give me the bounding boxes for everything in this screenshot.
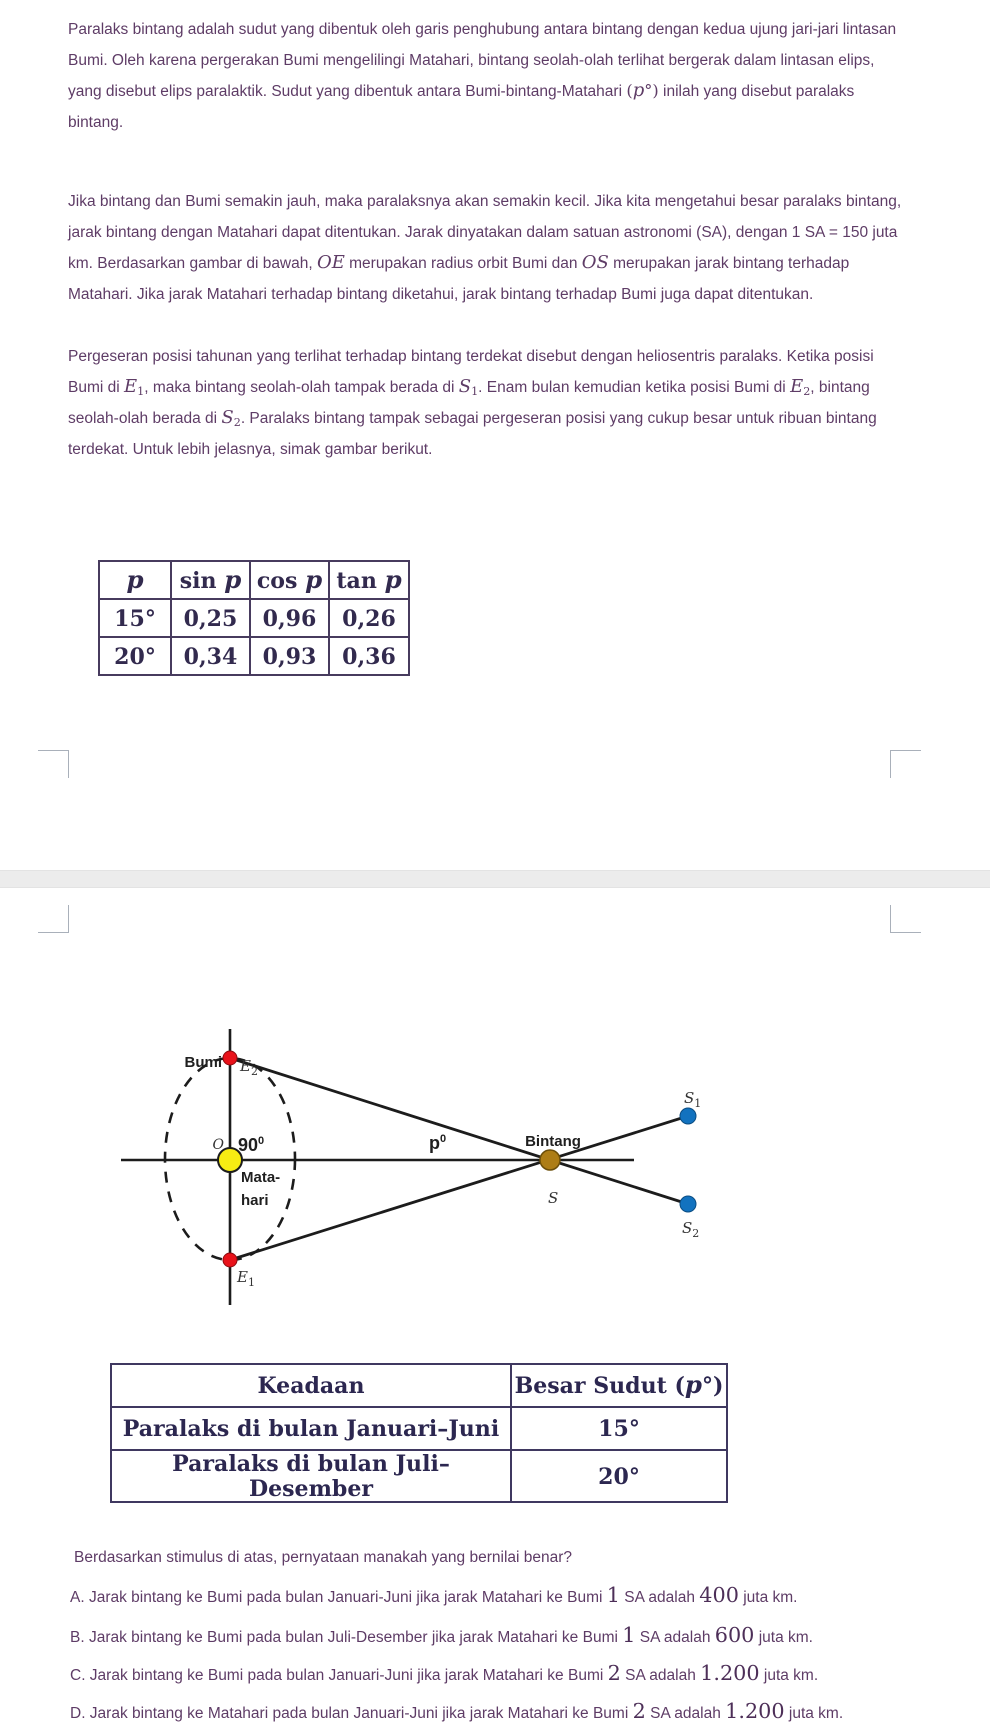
table-header-row <box>111 1364 727 1407</box>
header-sin-p: sin p <box>171 561 250 599</box>
earth-e1-dot <box>223 1253 237 1267</box>
table-row <box>111 1407 727 1450</box>
cell-cos: 0,93 <box>250 637 329 675</box>
page1-bottom-right-corner-mark <box>890 750 921 778</box>
apparent-star-s2-dot <box>680 1196 696 1212</box>
question-text: Berdasarkan stimulus di atas, pernyataan manakah yang bernilai benar? <box>74 1549 573 1566</box>
table-row <box>99 637 409 675</box>
cell-tan: 0,36 <box>329 637 409 675</box>
s2-label: S <box>682 1219 693 1237</box>
parallax-diagram <box>100 1015 720 1315</box>
trig-values-table <box>98 560 410 676</box>
svg-text:E1: $E_1$ <box>237 1268 255 1289</box>
cell-tan: 0,26 <box>329 599 409 637</box>
e2-label: E <box>240 1057 251 1075</box>
apparent-star-s1-dot <box>680 1108 696 1124</box>
option-b: B. Jarak bintang ke Bumi pada bulan Juli-Desember jika jarak Matahari ke Bumi 1 SA adalah 600 juta km. <box>70 1623 813 1647</box>
page-separator-band <box>0 870 990 888</box>
cell-sin: 0,25 <box>171 599 250 637</box>
svg-text:S1: $S_1$ <box>684 1089 702 1110</box>
cell-sin: 0,34 <box>171 637 250 675</box>
origin-label: O <box>212 1137 224 1153</box>
header-cos-p: cos p <box>250 561 329 599</box>
option-a: A. Jarak bintang ke Bumi pada bulan Januari-Juni jika jarak Matahari ke Bumi 1 SA adalah 400 juta km. <box>70 1583 798 1607</box>
cell-angle: 15° <box>511 1407 727 1450</box>
sightline-e2-to-s2 <box>230 1058 688 1204</box>
header-condition: Keadaan <box>111 1364 511 1407</box>
svg-text:900: $90^0$ <box>238 1135 265 1155</box>
sightline-e1-to-s1 <box>230 1116 688 1260</box>
parallax-state-table <box>110 1363 728 1503</box>
cell-condition: Paralaks di bulan Juli–Desember <box>111 1450 511 1502</box>
table-row <box>99 599 409 637</box>
cell-angle: 15° <box>99 599 171 637</box>
header-p: p <box>99 561 171 599</box>
header-tan-p: tan p <box>329 561 409 599</box>
table-header-row <box>99 561 409 599</box>
paragraph-parallax-definition: Paralaks bintang adalah sudut yang dibentuk oleh garis penghubung antara bintang dengan kedua ujung jari-jari lintasan Bumi. Oleh karena pergerakan Bumi mengelilingi Matahari, bintang seolah-olah terlihat bergerak dalam lintasan elips, yang disebut elips paralaktik. Sudut yang dibentuk antara Bumi-bintang-Matahari (p°) inilah yang disebut paralaks bintang. <box>68 21 897 131</box>
table-row <box>111 1450 727 1502</box>
parallax-angle-label: p <box>429 1133 440 1153</box>
page1-bottom-left-corner-mark <box>38 750 69 778</box>
paragraph-distance-units: Jika bintang dan Bumi semakin jauh, maka paralaksnya akan semakin kecil. Jika kita mengetahui besar paralaks bintang, jarak bintang dengan Matahari dapat ditentukan. Jarak dinyatakan dalam satuan astronomi (SA), dengan 1 SA = 150 juta km. Berdasarkan gambar di bawah, OE merupakan radius orbit Bumi dan OS merupakan jarak bintang terhadap Matahari. Jika jarak Matahari terhadap bintang diketahui, jarak bintang terhadap Bumi juga dapat ditentukan. <box>68 193 902 303</box>
right-angle-label: 90 <box>238 1135 259 1155</box>
cell-cos: 0,96 <box>250 599 329 637</box>
header-angle: Besar Sudut (p°) <box>511 1364 727 1407</box>
svg-text:E2: $E_2$ <box>240 1057 258 1078</box>
page2-top-right-corner-mark <box>890 905 921 933</box>
sun-label-line1: Mata- <box>241 1169 281 1186</box>
svg-text:S2: $S_2$ <box>682 1219 700 1240</box>
e1-label: E <box>237 1268 248 1286</box>
s1-label: S <box>684 1089 695 1107</box>
earth-label: Bumi <box>184 1054 222 1071</box>
cell-angle: 20° <box>99 637 171 675</box>
sun-label-line2: hari <box>241 1192 269 1209</box>
earth-e2-dot <box>223 1051 237 1065</box>
svg-text:p0: $p^0$ <box>429 1133 447 1153</box>
star-dot <box>540 1150 560 1170</box>
cell-condition: Paralaks di bulan Januari–Juni <box>111 1407 511 1450</box>
paragraph-heliocentric: Pergeseran posisi tahunan yang terlihat terhadap bintang terdekat disebut dengan heliosentris paralaks. Ketika posisi Bumi di E1, maka bintang seolah-olah tampak berada di S1. Enam bulan kemudian ketika posisi Bumi di E2, bintang seolah-olah berada di S2. Paralaks bintang tampak sebagai pergeseran posisi yang cukup besar untuk ribuan bintang terdekat. Untuk lebih jelasnya, simak gambar berikut. <box>68 348 877 458</box>
star-label: Bintang <box>525 1133 581 1150</box>
star-point-label: S <box>548 1189 559 1207</box>
page2-top-left-corner-mark <box>38 905 69 933</box>
option-c: C. Jarak bintang ke Bumi pada bulan Januari-Juni jika jarak Matahari ke Bumi 2 SA adalah 1.200 juta km. <box>70 1661 819 1685</box>
cell-angle: 20° <box>511 1450 727 1502</box>
option-d: D. Jarak bintang ke Matahari pada bulan Januari-Juni jika jarak Matahari ke Bumi 2 SA adalah 1.200 juta km. <box>70 1699 844 1723</box>
